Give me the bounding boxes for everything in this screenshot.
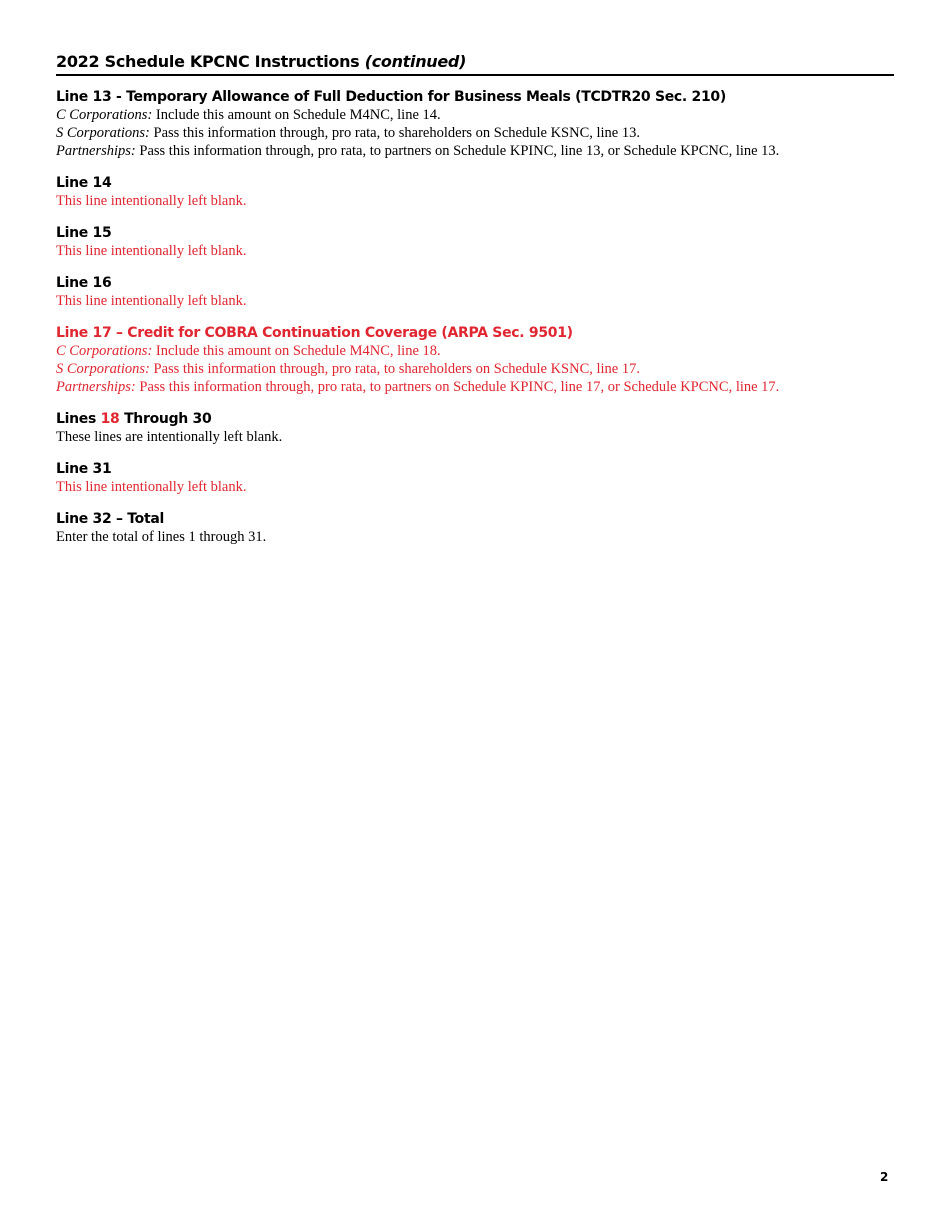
c-corporations-line xyxy=(56,342,894,360)
section-line-13 xyxy=(56,88,894,160)
partnerships-line xyxy=(56,378,894,396)
page-title: 2022 Schedule KPCNC Instructions xyxy=(56,52,360,71)
page-header xyxy=(56,52,894,76)
partnerships-label: Partnerships: xyxy=(56,143,136,159)
section-heading xyxy=(56,410,894,428)
heading-number: 18 xyxy=(100,411,120,427)
partnerships-line xyxy=(56,142,894,160)
section-lines-18-30 xyxy=(56,410,894,446)
c-corporations-label: C Corporations: xyxy=(56,107,153,123)
c-corporations-text: Include this amount on Schedule M4NC, line 18. xyxy=(155,343,441,359)
c-corporations-label: C Corporations: xyxy=(56,343,153,359)
section-line-31 xyxy=(56,460,894,496)
c-corporations-text: Include this amount on Schedule M4NC, line 14. xyxy=(155,107,441,123)
section-heading: Line 31 xyxy=(56,461,112,477)
section-heading: Line 16 xyxy=(56,275,112,291)
s-corporations-label: S Corporations: xyxy=(56,361,150,377)
heading-prefix: Lines xyxy=(56,411,97,427)
partnerships-label: Partnerships: xyxy=(56,379,136,395)
instructions-page xyxy=(56,52,894,546)
section-heading: Line 13 - Temporary Allowance of Full Deduction for Business Meals (TCDTR20 Sec. 210) xyxy=(56,89,726,105)
continued-label: (continued) xyxy=(364,52,467,71)
section-heading: Line 17 – Credit for COBRA Continuation Coverage (ARPA Sec. 9501) xyxy=(56,325,573,341)
page-number: 2 xyxy=(880,1170,889,1184)
s-corporations-line xyxy=(56,124,894,142)
section-line-14 xyxy=(56,174,894,210)
section-text: This line intentionally left blank. xyxy=(56,243,247,259)
section-text: This line intentionally left blank. xyxy=(56,193,247,209)
section-text: Enter the total of lines 1 through 31. xyxy=(56,529,267,545)
section-text: This line intentionally left blank. xyxy=(56,479,247,495)
section-line-32 xyxy=(56,510,894,546)
section-line-16 xyxy=(56,274,894,310)
section-text: These lines are intentionally left blank. xyxy=(56,429,283,445)
s-corporations-label: S Corporations: xyxy=(56,125,150,141)
section-line-17 xyxy=(56,324,894,396)
section-heading: Line 14 xyxy=(56,175,112,191)
partnerships-text: Pass this information through, pro rata, to partners on Schedule KPINC, line 13, or Schedule KPCNC, line 13. xyxy=(139,143,780,159)
section-text: This line intentionally left blank. xyxy=(56,293,247,309)
s-corporations-text: Pass this information through, pro rata, to shareholders on Schedule KSNC, line 13. xyxy=(153,125,640,141)
s-corporations-text: Pass this information through, pro rata, to shareholders on Schedule KSNC, line 17. xyxy=(153,361,640,377)
heading-suffix: Through 30 xyxy=(124,411,212,427)
section-heading: Line 15 xyxy=(56,225,112,241)
c-corporations-line xyxy=(56,106,894,124)
s-corporations-line xyxy=(56,360,894,378)
partnerships-text: Pass this information through, pro rata, to partners on Schedule KPINC, line 17, or Schedule KPCNC, line 17. xyxy=(139,379,780,395)
section-heading: Line 32 – Total xyxy=(56,511,165,527)
section-line-15 xyxy=(56,224,894,260)
